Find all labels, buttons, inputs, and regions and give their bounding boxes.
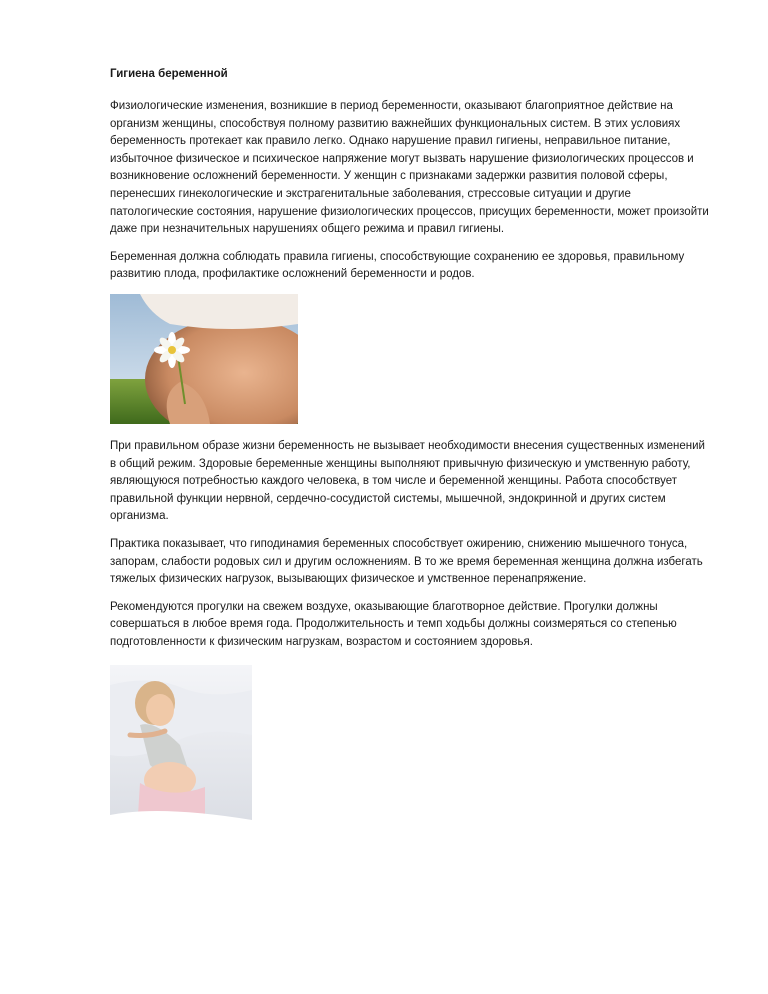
paragraph-5: Рекомендуются прогулки на свежем воздухе, оказывающие благотворное действие. Прогулки должны совершаться в любое время года. Продолжительность и темп ходьбы должны соизмеряться со степенью подготовленности к физическим нагрузкам, возрастом и состоянием здоровья. bbox=[110, 600, 677, 648]
pregnant-belly-with-daisy-photo bbox=[110, 294, 298, 424]
paragraph-1: Физиологические изменения, возникшие в период беременности, оказывают благоприятное действие на организм женщины, способствуя полному развитию важнейших функциональных систем. В этих условиях беременность протекает как правило легко. Однако нарушение правил гигиены, неправильное питание, избыточное физическое и психическое напряжение могут вызвать нарушение физиологических процессов и возникновение осложнений беременности. У женщин с признаками задержки развития половой сферы, перенесших гинекологические и экстрагенитальные заболевания, стрессовые ситуации и другие патологические состояния, нарушение физиологических процессов, присущих беременности, может произойти даже при незначительных нарушениях общего режима и правил гигиены. bbox=[110, 100, 709, 236]
paragraph-3: При правильном образе жизни беременность не вызывает необходимости внесения существенных изменений в общий режим. Здоровые беременные женщины выполняют привычную физическую и умственную работу, являющуюся потребностью каждого человека, в том числе и беременной женщины. Работа способствует правильной функции нервной, сердечно-сосудистой системы, мышечной, эндокринной и других систем организма. bbox=[110, 439, 705, 523]
paragraph-2: Беременная должна соблюдать правила гигиены, способствующие сохранению ее здоровья, правильному развитию плода, профилактике осложнений беременности и родов. bbox=[110, 250, 685, 281]
paragraph-4: Практика показывает, что гиподинамия беременных способствует ожирению, снижению мышечного тонуса, запорам, слабости родовых сил и другим осложнениям. В то же время беременная женщина должна избегать тяжелых физических нагрузок, вызывающих физическое и умственное перенапряжение. bbox=[110, 537, 703, 586]
pregnant-woman-sleeping-photo bbox=[110, 665, 252, 837]
document-page bbox=[110, 66, 710, 837]
document-title: Гигиена беременной bbox=[110, 68, 228, 80]
